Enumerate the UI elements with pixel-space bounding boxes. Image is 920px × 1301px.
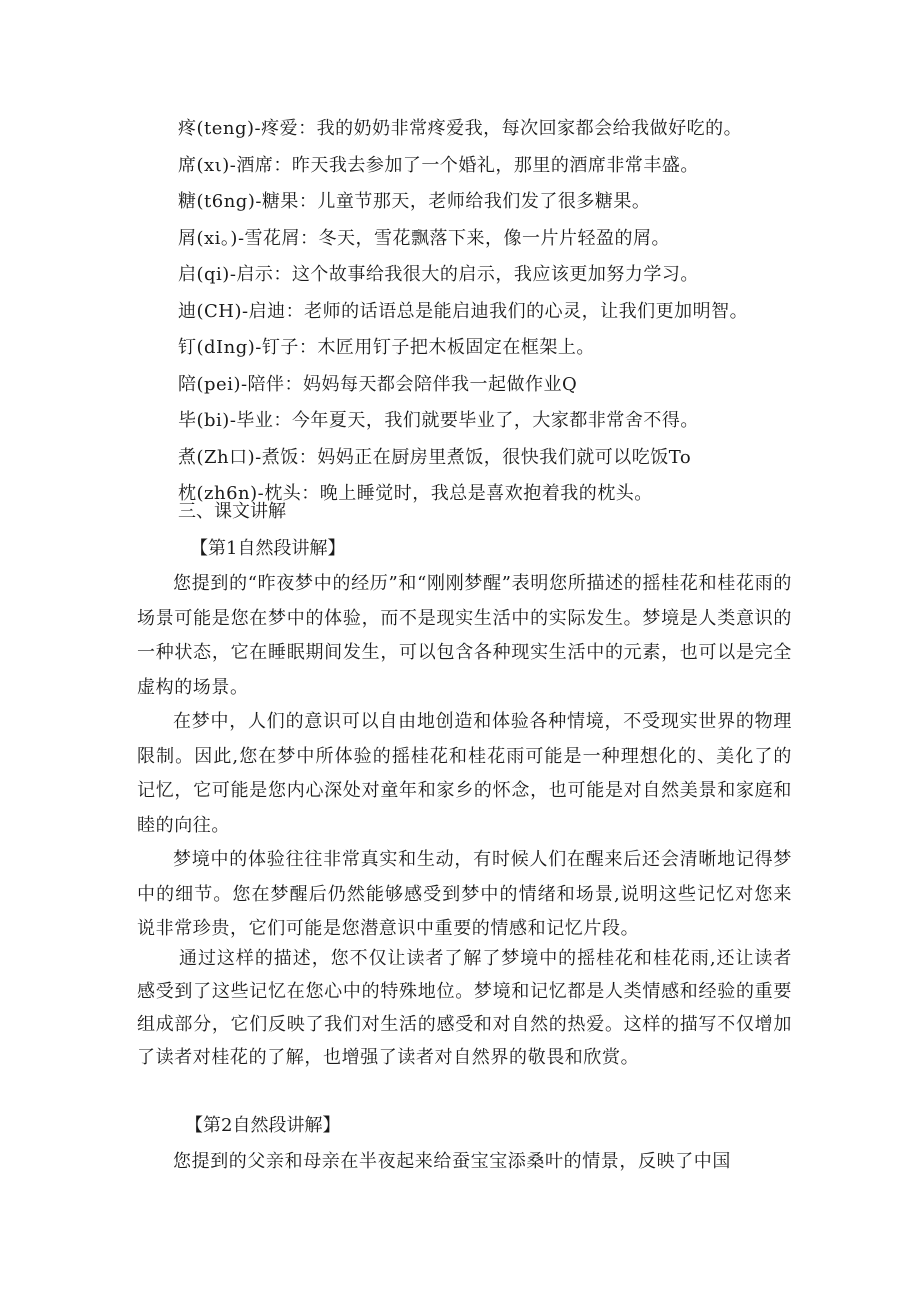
body-paragraph-4: 通过这样的描述，您不仅让读者了解了梦境中的摇桂花和桂花雨,还让读者感受到了这些记忆在您心中的特殊地位。梦境和记忆都是人类情感和经验的重要组成部分，它们反映了我们对生活的感受和对自然的热爱。这样的描写不仅增加了读者对桂花的了解，也增强了读者对自然界的敬畏和欣赏。 — [137, 948, 792, 1068]
body-paragraph-5: 您提到的父亲和母亲在半夜起来给蚕宝宝添桑叶的情景，反映了中国 — [173, 1151, 731, 1172]
vocab-line: 毕(bi)-毕业：今年夏天，我们就要毕业了，大家都非常舍不得。 — [178, 410, 699, 431]
vocab-line: 迪(CH)-启迪：老师的话语总是能启迪我们的心灵，让我们更加明智。 — [178, 300, 749, 322]
vocab-line: 糖(t6ng)-糖果：儿童节那天，老师给我们发了很多糖果。 — [178, 191, 651, 212]
paragraph-heading-1: 【第1自然段讲解】 — [190, 538, 346, 559]
vocab-line: 屑(xi。)-雪花屑：冬天，雪花飘落下来，像一片片轻盈的屑。 — [178, 227, 671, 249]
body-paragraph-1: 您提到的“昨夜梦中的经历”和“刚刚梦醒”表明您所描述的摇桂花和桂花雨的场景可能是您在梦中的体验，而不是现实生活中的实际发生。梦境是人类意识的一种状态，它在睡眠期间发生，可以包含各种现实生活中的元素，也可以是完全虚构的场景。 — [137, 573, 792, 698]
vocab-line: 席(xι)-酒席：昨天我去参加了一个婚礼，那里的酒席非常丰盛。 — [178, 154, 699, 176]
vocabulary-list — [178, 115, 878, 517]
vocab-line: 陪(pei)-陪伴：妈妈每天都会陪伴我一起做作业Q — [178, 373, 578, 395]
body-paragraph-2: 在梦中，人们的意识可以自由地创造和体验各种情境，不受现实世界的物理限制。因此,您在梦中所体验的摇桂花和桂花雨可能是一种理想化的、美化了的记忆，它可能是您内心深处对童年和家乡的怀念，也可能是对自然美景和家庭和睦的向往。 — [137, 711, 792, 836]
vocab-line: 疼(teng)-疼爱：我的奶奶非常疼爱我，每次回家都会给我做好吃的。 — [178, 118, 743, 139]
body-paragraph-3: 梦境中的体验往往非常真实和生动，有时候人们在醒来后还会清晰地记得梦中的细节。您在梦醒后仍然能够感受到梦中的情绪和场景,说明这些记忆对您来说非常珍贵，它们可能是您潜意识中重要的情感和记忆片段。 — [137, 849, 792, 939]
vocab-line: 枕(zh6n)-枕头：晚上睡觉时，我总是喜欢抱着我的枕头。 — [178, 483, 653, 504]
vocab-line: 钉(dIng)-钉子：木匠用钉子把木板固定在框架上。 — [178, 337, 595, 358]
paragraph-heading-2: 【第2自然段讲解】 — [185, 1115, 341, 1136]
vocab-line: 煮(Zh口)-煮饭：妈妈正在厨房里煮饭，很快我们就可以吃饭To — [178, 446, 692, 468]
vocab-line: 启(qi)-启示：这个故事给我很大的启示，我应该更加努力学习。 — [178, 264, 699, 285]
section-title: 三、课文讲解 — [178, 501, 286, 522]
